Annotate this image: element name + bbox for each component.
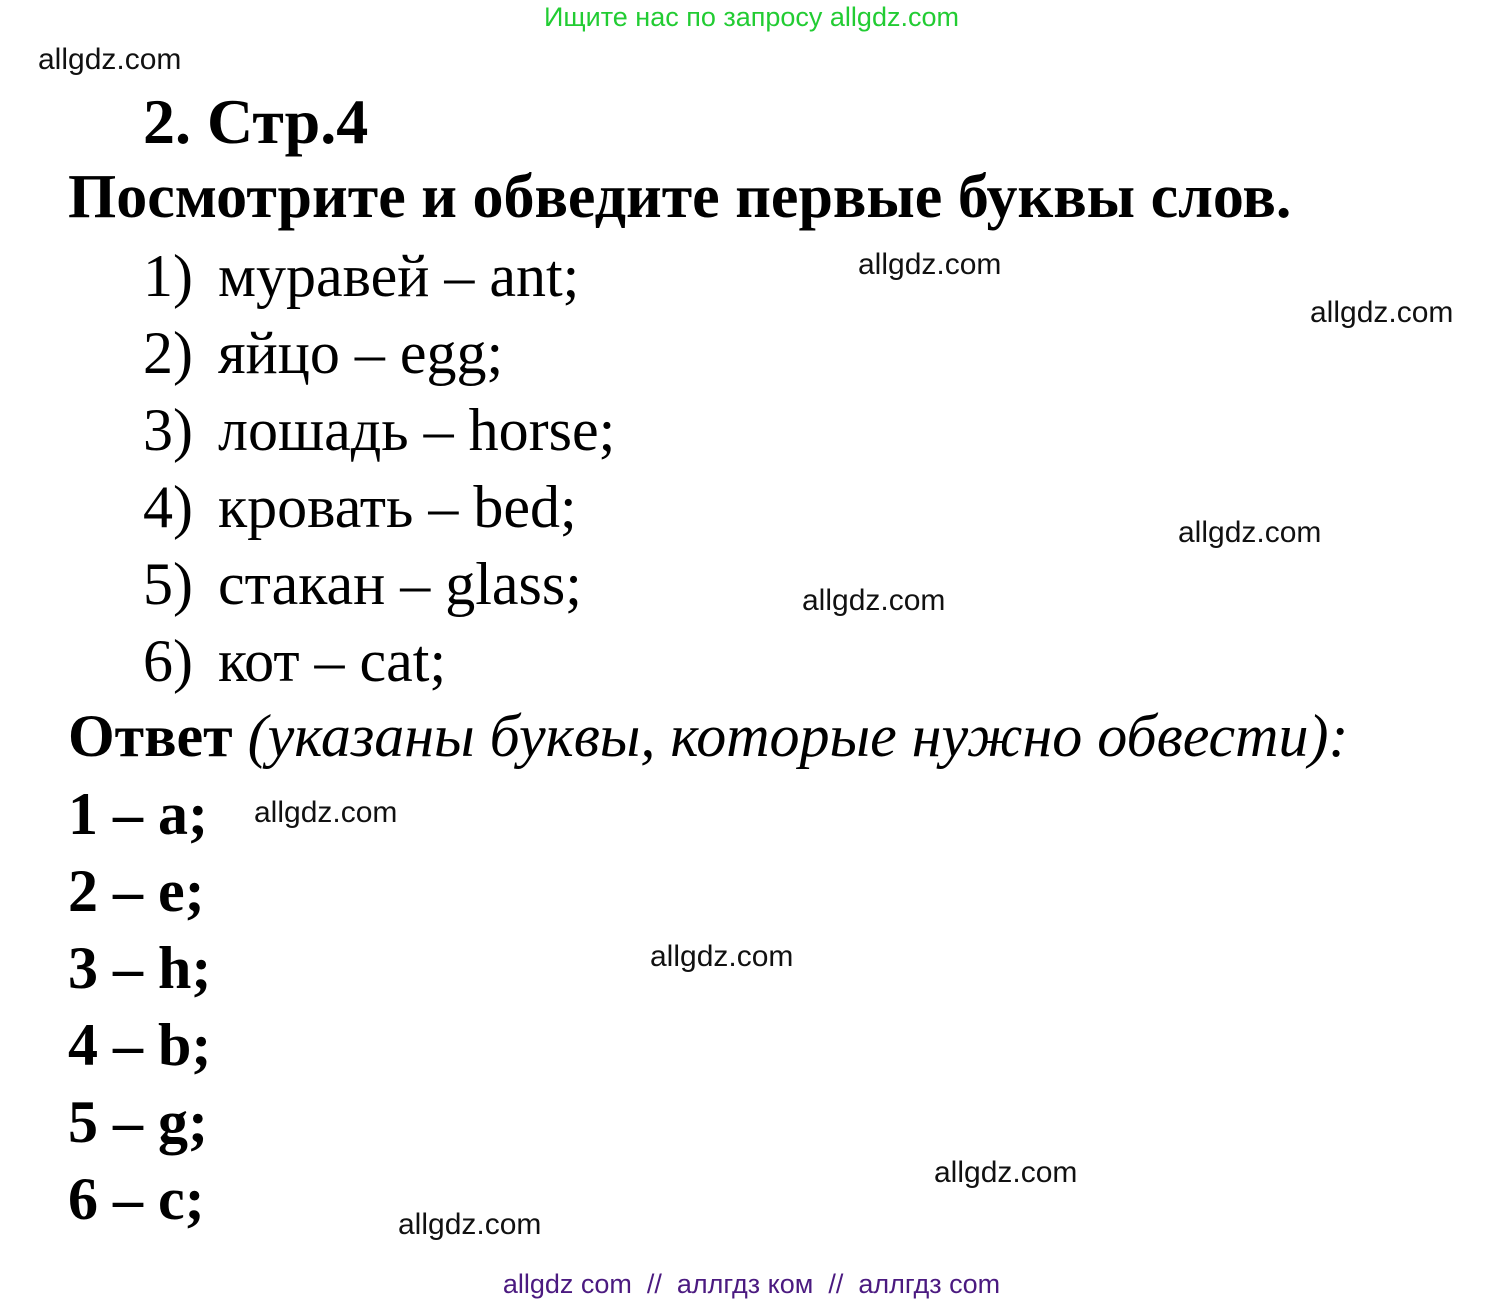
watermark: allgdz.com <box>650 940 794 973</box>
watermark: allgdz.com <box>934 1156 1078 1189</box>
watermark: allgdz.com <box>398 1208 542 1241</box>
answer-line: 6 – c; <box>68 1166 205 1232</box>
exercise-instruction: Посмотрите и обведите первые буквы слов. <box>68 163 1292 231</box>
item-number: 3) <box>143 397 193 463</box>
watermark: allgdz.com <box>1178 516 1322 549</box>
watermark: allgdz.com <box>802 584 946 617</box>
item-number: 6) <box>143 628 193 694</box>
exercise-heading: 2. Стр.4 <box>143 86 369 157</box>
item-text: муравей – ant; <box>218 243 580 309</box>
answer-line: 3 – h; <box>68 935 212 1001</box>
answer-header <box>68 703 1349 769</box>
item-text: лошадь – horse; <box>218 397 616 463</box>
item-number: 5) <box>143 551 193 617</box>
list-item <box>143 551 582 617</box>
watermark: allgdz.com <box>858 248 1002 281</box>
item-number: 1) <box>143 243 193 309</box>
item-text: кот – cat; <box>218 628 447 694</box>
watermark: allgdz.com <box>38 43 182 76</box>
list-item <box>143 474 577 540</box>
answer-line: 2 – e; <box>68 858 205 924</box>
list-item <box>143 320 504 386</box>
item-number: 2) <box>143 320 193 386</box>
watermark: allgdz.com <box>1310 296 1454 329</box>
list-item <box>143 628 447 694</box>
list-item <box>143 397 616 463</box>
item-number: 4) <box>143 474 193 540</box>
list-item <box>143 243 580 309</box>
answer-label: Ответ <box>68 703 233 769</box>
answer-line: 5 – g; <box>68 1089 208 1155</box>
item-text: кровать – bed; <box>218 474 577 540</box>
answer-line: 1 – a; <box>68 781 208 847</box>
answer-line: 4 – b; <box>68 1012 212 1078</box>
footer-banner: allgdz com // аллгдз ком // аллгдз com <box>502 1269 1001 1299</box>
item-text: яйцо – egg; <box>218 320 504 386</box>
watermark: allgdz.com <box>254 796 398 829</box>
search-banner: Ищите нас по запросу allgdz.com <box>544 2 959 32</box>
answer-note: (указаны буквы, которые нужно обвести): <box>247 703 1349 769</box>
item-text: стакан – glass; <box>218 551 582 617</box>
